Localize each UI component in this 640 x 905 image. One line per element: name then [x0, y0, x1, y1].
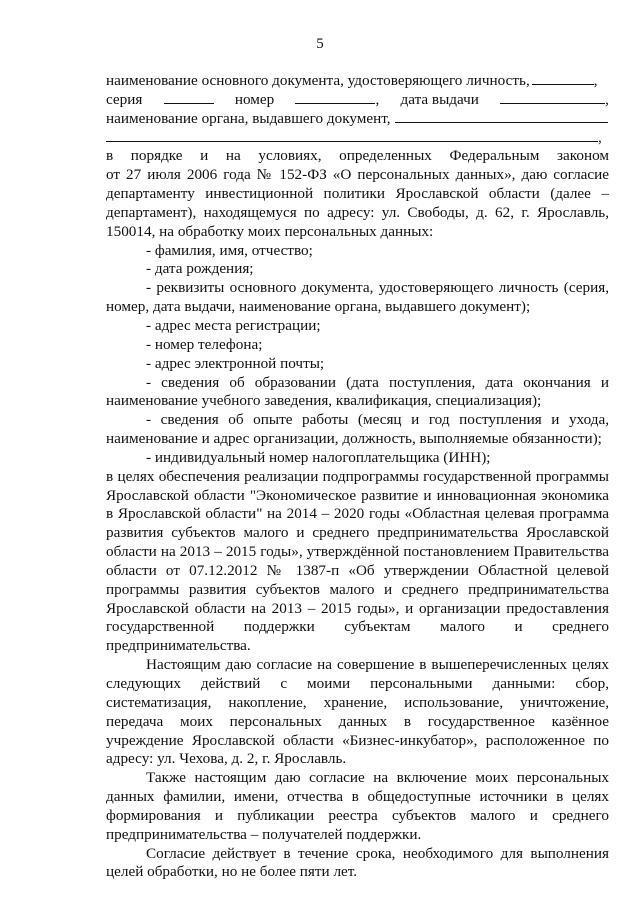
- issuer-label: наименование органа, выдавшего документ,: [106, 109, 391, 127]
- public-sources-paragraph: [106, 769, 609, 844]
- document-body: [106, 72, 609, 882]
- text-line: формирования и публикации реестра субъектов малого и среднего: [106, 806, 609, 824]
- text-line: Ярославской области "Экономическое развитие и инновационная экономика: [106, 486, 609, 504]
- list-item-continuation: наименование учебного заведения, квалификация, специализация);: [106, 392, 542, 410]
- text-line: предпринимательства – получателей поддержки.: [106, 825, 422, 843]
- list-item: - сведения об образовании (дата поступления, дата окончания и: [146, 373, 609, 391]
- list-item: - фамилия, имя, отчество;: [146, 241, 313, 259]
- text-line: в Ярославской области" на 2014 – 2020 годы «Областная целевая программа: [106, 505, 609, 523]
- text-line: программы развития субъектов малого и среднего предпринимательства: [106, 580, 609, 598]
- issue-date-blank: [500, 91, 605, 104]
- text-line: 150014, на обработку моих персональных данных:: [106, 222, 434, 240]
- id-document-line: наименование основного документа, удостоверяющего личность, ,: [106, 72, 598, 89]
- text-line: систематизация, накопление, хранение, использование, уничтожение,: [106, 693, 609, 711]
- text-line: Ярославской области на 2013 – 2015 годы», и организации предоставления: [106, 599, 609, 617]
- issuer-blank: [395, 110, 608, 123]
- list-item: - реквизиты основного документа, удостоверяющего личность (серия,: [146, 279, 609, 297]
- text-line: следующих действий с моими персональными данными: сбор,: [106, 675, 609, 692]
- text-line: департамент), находящемуся по адресу: ул. Свободы, д. 62, г. Ярославль,: [106, 203, 609, 221]
- text-line: области от 07.12.2012 № 1387-п «Об утверждении Областной целевой: [106, 561, 609, 579]
- text-line: области на 2013 – 2015 годы», утверждённой постановлением Правительства: [106, 543, 609, 561]
- text-line: учреждение Ярославской области «Бизнес-инкубатор», расположенное по: [106, 731, 609, 749]
- list-item: - дата рождения;: [146, 260, 254, 278]
- text-line: передача моих персональных данных в государственное казённое: [106, 712, 609, 730]
- series-blank: [164, 91, 214, 104]
- text-line: Настоящим даю согласие на совершение в вышеперечисленных целях: [146, 656, 609, 674]
- consent-actions-paragraph: [106, 656, 609, 769]
- list-item: - индивидуальный номер налогоплательщика (ИНН);: [146, 448, 491, 466]
- series-label: серия: [106, 90, 143, 108]
- text-line: от 27 июля 2006 года № 152-ФЗ «О персональных данных», даю согласие: [106, 166, 609, 184]
- purpose-paragraph: [106, 468, 609, 656]
- text-line: развития субъектов малого и среднего предпринимательства Ярославской: [106, 524, 609, 542]
- text-line: Также настоящим даю согласие на включение моих персональных: [146, 769, 609, 787]
- list-item: - сведения об опыте работы (месяц и год поступления и ухода,: [146, 411, 609, 429]
- text-line: в целях обеспечения реализации подпрограммы государственной программы: [106, 467, 609, 485]
- issuer-continuation-blank: [106, 129, 598, 142]
- text-line: предпринимательства.: [106, 637, 251, 655]
- validity-paragraph: [106, 845, 609, 883]
- issuer-line: [106, 110, 609, 129]
- id-document-label: наименование основного документа, удостоверяющего личность,: [106, 72, 530, 89]
- list-item: - номер телефона;: [146, 335, 263, 353]
- page-number: 5: [316, 36, 324, 52]
- text-line: Согласие действует в течение срока, необходимого для выполнения: [146, 844, 609, 862]
- text-line: адресу: ул. Чехова, д. 2, г. Ярославль.: [106, 750, 347, 768]
- text-line: данных фамилии, имени, отчества в общедоступные источники в целях: [106, 788, 609, 806]
- id-document-blank: [532, 72, 594, 85]
- text-line: в порядке и на условиях, определенных Федеральным законом: [106, 147, 609, 165]
- text-line: целей обработки, но не более пяти лет.: [106, 863, 358, 881]
- list-item: - адрес места регистрации;: [146, 316, 321, 334]
- list-item: - адрес электронной почты;: [146, 354, 325, 372]
- number-blank: [295, 91, 375, 104]
- list-item-continuation: номер, дата выдачи, наименование органа, выдавшего документ);: [106, 298, 531, 316]
- consent-intro-paragraph: [106, 147, 609, 241]
- text-line: государственной поддержки субъектам малого и среднего: [106, 618, 609, 636]
- issue-date-label: дата выдачи: [400, 90, 479, 108]
- series-number-date-line: серия номер , дата выдачи ,: [106, 90, 609, 108]
- number-label: номер: [234, 90, 275, 108]
- issuer-continuation-line: ,: [106, 129, 609, 148]
- personal-data-list: [106, 242, 609, 468]
- list-item-continuation: наименование и адрес организации, должность, выполняемые обязанности);: [106, 430, 602, 448]
- text-line: департаменту инвестиционной политики Ярославской области (далее –: [106, 185, 609, 203]
